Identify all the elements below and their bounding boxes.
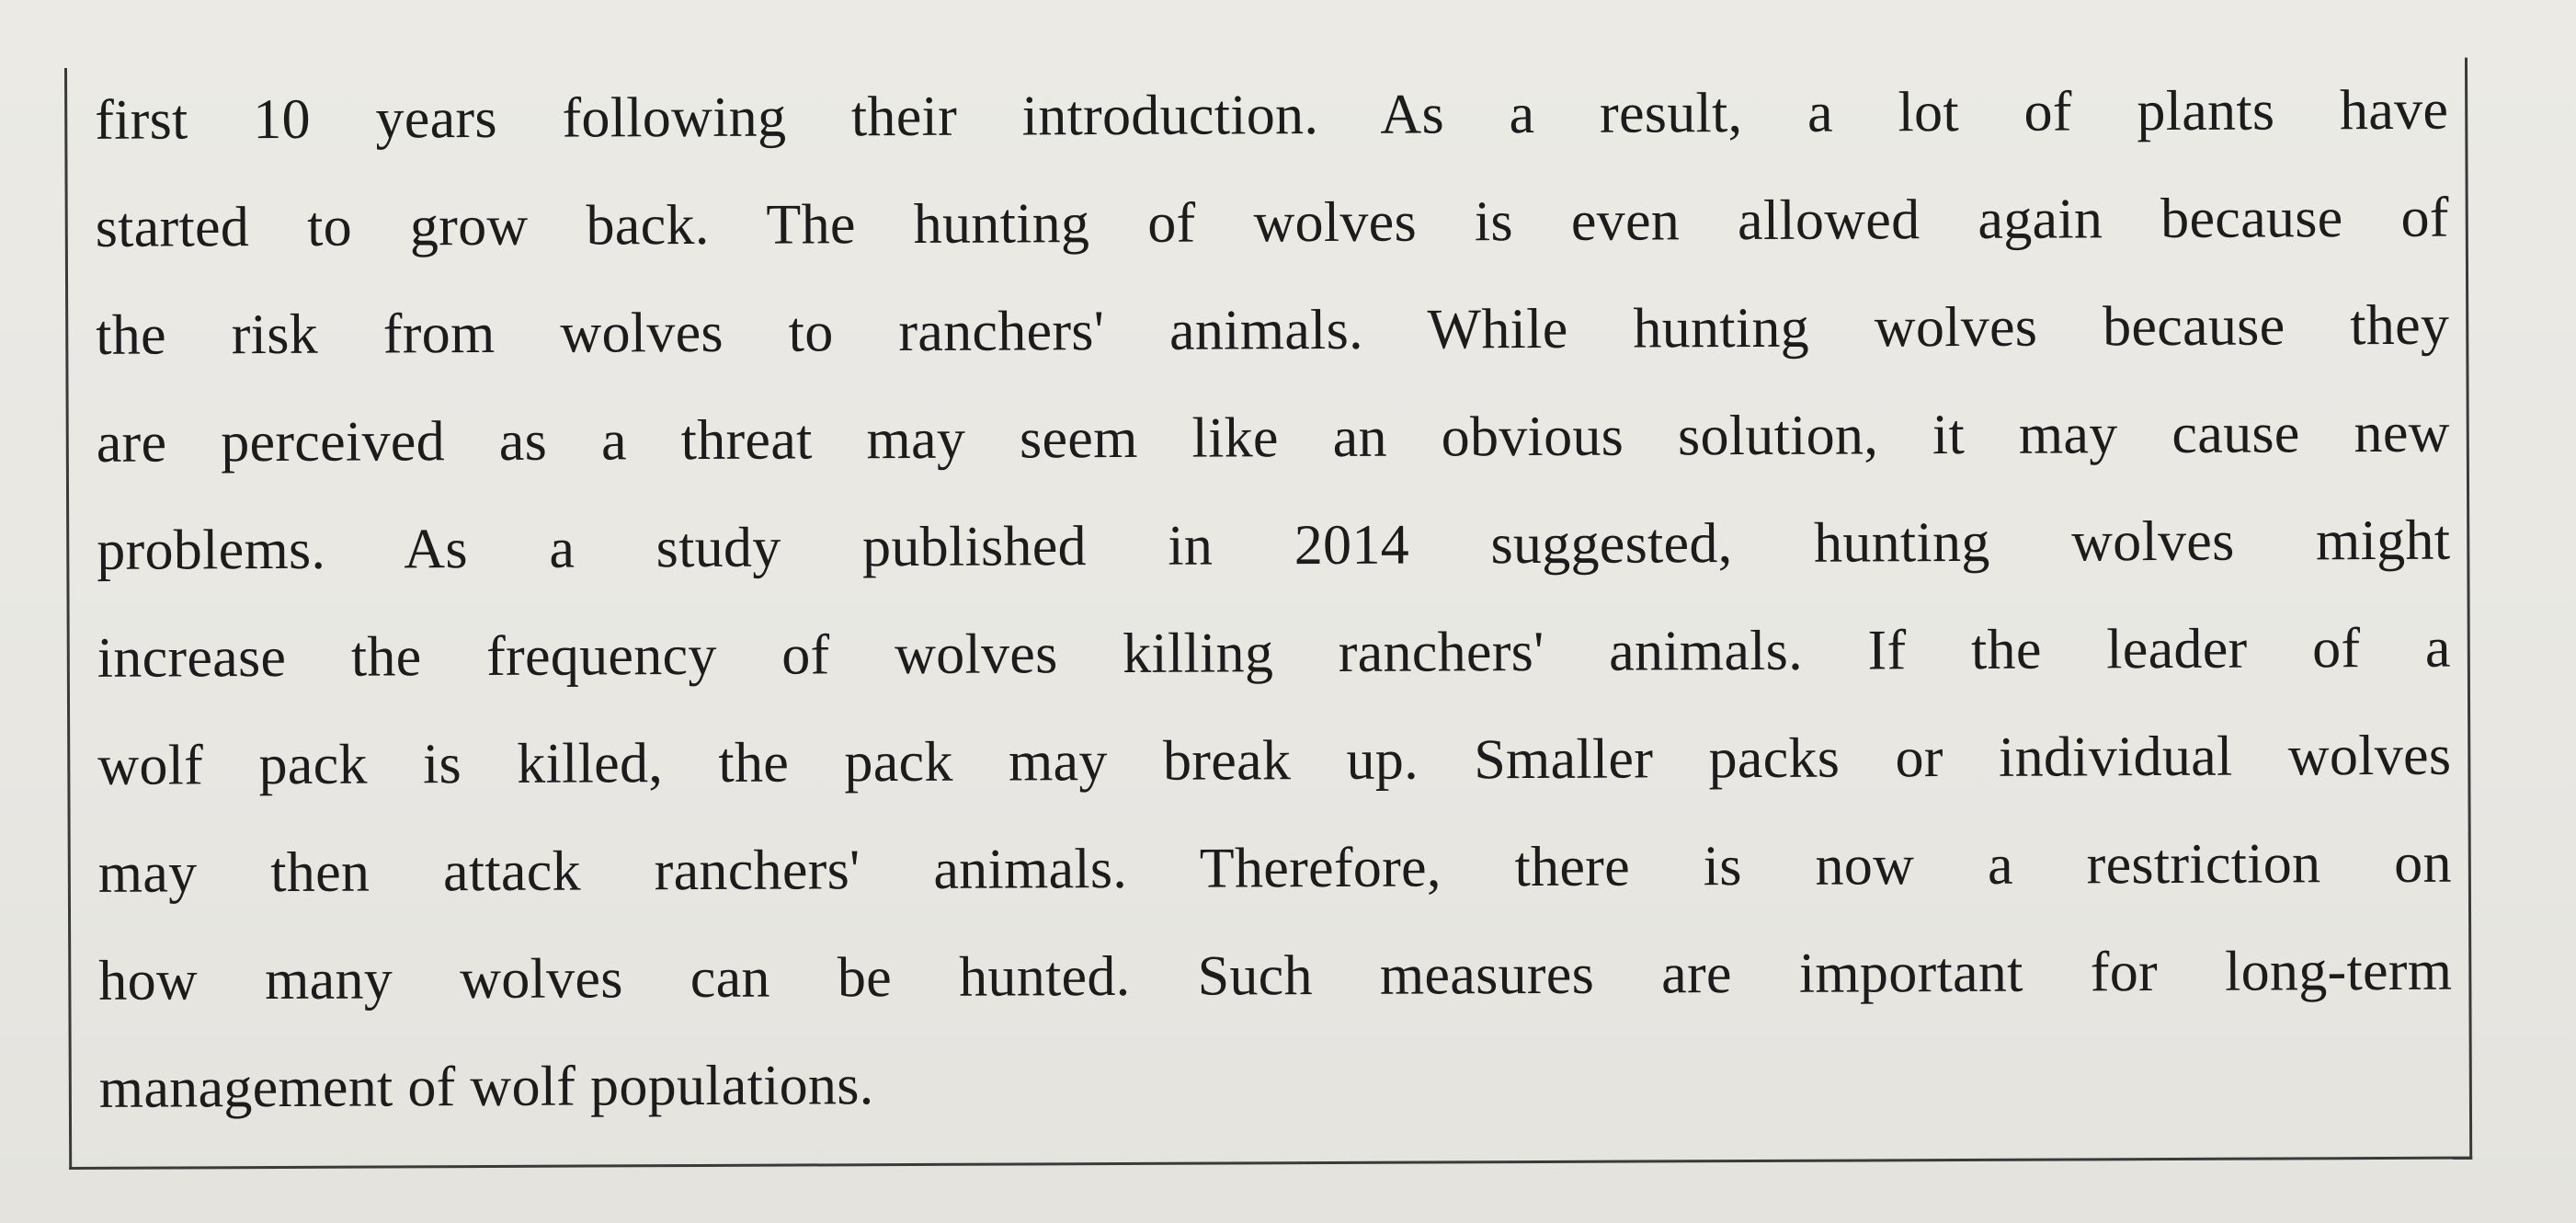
passage-box (64, 58, 2472, 1170)
passage-line-4: are perceived as a threat may seem like an obvious solution, it may cause new (96, 401, 2450, 474)
passage-line-3: the risk from wolves to ranchers' animals. While hunting wolves because they (96, 293, 2450, 367)
passage-line-5: problems. As a study published in 2014 suggested, hunting wolves might (97, 509, 2451, 582)
passage-line-6: increase the frequency of wolves killing ranchers' animals. If the leader of a (97, 616, 2451, 690)
passage-line-7: wolf pack is killed, the pack may break up. Smaller packs or individual wolves (97, 724, 2452, 797)
passage-line-10: management of wolf populations. (98, 1054, 874, 1120)
passage-line-8: may then attack ranchers' animals. Therefore, there is now a restriction on (97, 831, 2452, 905)
passage-line-1: first 10 years following their introduction. As a result, a lot of plants have (95, 78, 2449, 152)
passage-line-2: started to grow back. The hunting of wolves is even allowed again because of (95, 186, 2449, 259)
passage-line-9: how many wolves can be hunted. Such measures are important for long-term (98, 939, 2453, 1012)
